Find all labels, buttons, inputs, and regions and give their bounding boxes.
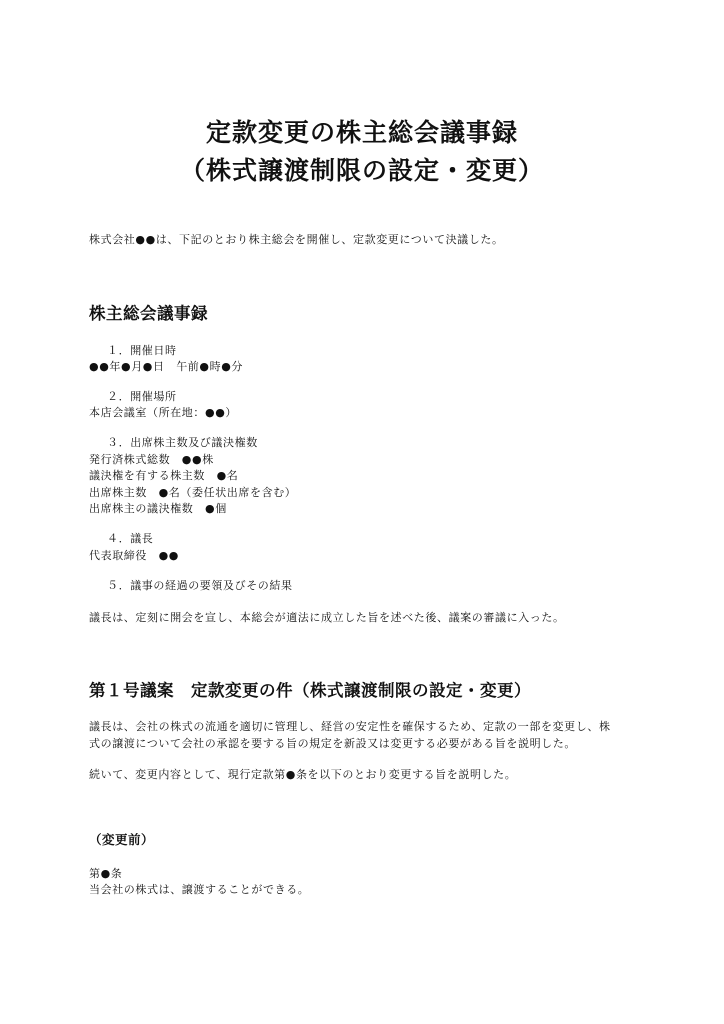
agenda1-paragraph-line: 議長は、会社の株式の流通を適切に管理し、経営の安定性を確保するため、定款の一部を変更し、株	[89, 720, 611, 733]
agenda1-paragraph-line: 式の譲渡について会社の承認を要する旨の規定を新設又は変更する必要がある旨を説明した。	[89, 737, 576, 750]
item3-line: 出席株主数 ●名（委任状出席を含む）	[89, 486, 297, 499]
item3-label: ３．出席株主数及び議決権数	[107, 436, 258, 449]
document-title: 定款変更の株主総会議事録	[205, 118, 518, 147]
item1-value: ●●年●月●日 午前●時●分	[89, 360, 243, 373]
item4-label: ４．議長	[107, 532, 154, 545]
agenda1-heading: 第１号議案 定款変更の件（株式譲渡制限の設定・変更）	[89, 681, 531, 700]
item3-line: 出席株主の議決権数 ●個	[89, 502, 227, 515]
item5-label: ５．議事の経過の要領及びその結果	[107, 579, 293, 592]
item1-label: １．開催日時	[107, 344, 177, 357]
before-change-heading: （変更前）	[89, 832, 155, 847]
item3-line: 発行済株式総数 ●●株	[89, 453, 214, 466]
item2-value: 本店会議室（所在地：●●）	[89, 406, 237, 419]
item4-value: 代表取締役 ●●	[89, 549, 179, 562]
proceedings-text: 議長は、定刻に開会を宣し、本総会が適法に成立した旨を述べた後、議案の審議に入った。	[89, 611, 565, 624]
document-subtitle: （株式譲渡制限の設定・変更）	[179, 156, 544, 185]
item2-label: ２．開催場所	[107, 390, 177, 403]
minutes-heading: 株主総会議事録	[89, 304, 208, 323]
item3-line: 議決権を有する株主数 ●名	[89, 469, 239, 482]
intro-text: 株式会社●●は、下記のとおり株主総会を開催し、定款変更について決議した。	[89, 233, 504, 246]
article-text: 当会社の株式は、譲渡することができる。	[89, 883, 310, 896]
agenda1-paragraph: 続いて、変更内容として、現行定款第●条を以下のとおり変更する旨を説明した。	[89, 768, 517, 781]
article-number: 第●条	[89, 867, 123, 880]
